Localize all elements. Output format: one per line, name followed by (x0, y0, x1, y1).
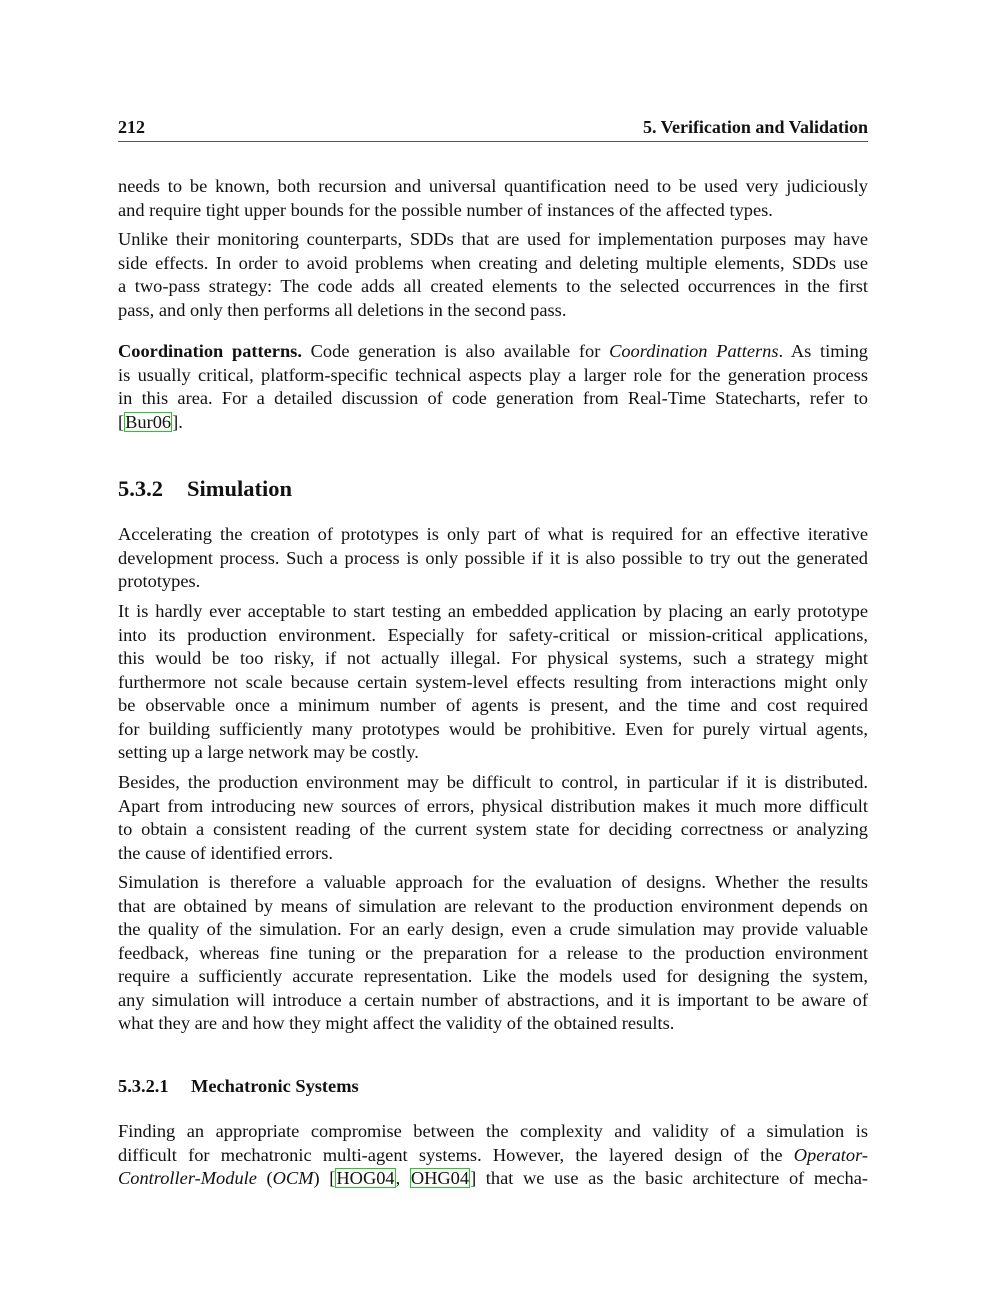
text-line: Accelerating the creation of prototypes is only part of what is required for an effective iterative (118, 524, 868, 544)
text-span: ) [ (313, 1168, 336, 1188)
paragraph-7 (118, 871, 868, 1036)
text-line: Finding an appropriate compromise between the complexity and validity of a simulation is (118, 1121, 868, 1141)
text-span: , (395, 1168, 410, 1188)
paragraph-8 (118, 1120, 868, 1191)
paragraph-4 (118, 523, 868, 594)
subsection-number: 5.3.2.1 (118, 1076, 169, 1096)
text-line: this would be too risky, if not actually illegal. For physical systems, such a strategy might (118, 648, 868, 668)
paragraph-1 (118, 175, 868, 222)
text-span: ]. (172, 411, 183, 432)
subsection-title: Mechatronic Systems (191, 1076, 359, 1096)
text-line: development process. Such a process is only possible if it is also possible to try out the generated (118, 547, 868, 568)
paragraph-coordination-patterns (118, 340, 868, 434)
subsection-heading (118, 1076, 359, 1097)
text-line: to obtain a consistent reading of the current system state for deciding correctness or analyzing (118, 819, 868, 839)
text-line: setting up a large network may be costly. (118, 742, 419, 762)
paragraph-5 (118, 600, 868, 765)
text-line: what they are and how they might affect the validity of the obtained results. (118, 1013, 675, 1033)
citation-link-bur06[interactable]: Bur06 (125, 411, 172, 432)
text-line: Besides, the production environment may be difficult to control, in particular if it is distributed. (118, 772, 868, 792)
text-line (118, 340, 868, 364)
text-line: furthermore not scale because certain system-level effects resulting from interactions might only (118, 671, 868, 692)
emphasis: OCM (272, 1168, 314, 1188)
emphasis: Operator- (793, 1144, 868, 1165)
paragraph-2 (118, 228, 868, 322)
text-line: is usually critical, platform-specific technical aspects play a larger role for the generation process (118, 364, 868, 385)
text-line: in this area. For a detailed discussion of code generation from Real-Time Statecharts, refer to (118, 388, 868, 408)
section-heading (118, 476, 292, 502)
text-span: ] that we use as the basic architecture of mecha- (470, 1168, 868, 1188)
text-line: feedback, whereas fine tuning or the preparation for a release to the production environment (118, 942, 868, 963)
run-in-heading: Coordination patterns. (118, 341, 302, 361)
running-title: 5. Verification and Validation (642, 117, 868, 137)
section-title: Simulation (187, 476, 293, 501)
text-line: the cause of identified errors. (118, 842, 333, 863)
text-line: It is hardly ever acceptable to start testing an embedded application by placing an early prototype (118, 601, 868, 621)
text-line: Apart from introducing new sources of errors, physical distribution makes it much more difficult (118, 795, 868, 816)
text-line: prototypes. (118, 571, 201, 591)
text-line: Unlike their monitoring counterparts, SDDs that are used for implementation purposes may have (118, 229, 868, 249)
text-line: a two-pass strategy: The code adds all created elements to the selected occurrences in the first (118, 276, 868, 296)
text-line: and require tight upper bounds for the possible number of instances of the affected types. (118, 199, 773, 220)
text-line: for building sufficiently many prototypes would be prohibitive. Even for purely virtual agents, (118, 718, 868, 739)
page-number: 212 (118, 117, 145, 137)
section-number: 5.3.2 (118, 476, 163, 501)
text-line: the quality of the simulation. For an early design, even a crude simulation may provide valuable (118, 919, 868, 939)
text-span: [ (118, 411, 125, 432)
text-span: ( (256, 1168, 273, 1188)
text-line: Simulation is therefore a valuable approach for the evaluation of designs. Whether the results (118, 872, 868, 892)
citation-link-hog04[interactable]: HOG04 (336, 1168, 395, 1188)
citation-link-ohg04[interactable]: OHG04 (410, 1168, 470, 1188)
text-line: into its production environment. Especially for safety-critical or mission-critical applications, (118, 624, 868, 645)
text-span: . As timing (778, 341, 868, 361)
text-line (118, 411, 868, 435)
text-line: be observable once a minimum number of agents is present, and the time and cost required (118, 695, 868, 715)
text-span: difficult for mechatronic multi-agent systems. However, the layered design of the (118, 1144, 794, 1165)
text-line: side effects. In order to avoid problems when creating and deleting multiple elements, SDDs use (118, 252, 868, 273)
running-header (118, 115, 868, 142)
text-line: needs to be known, both recursion and universal quantification need to be used very judiciously (118, 176, 868, 196)
text-line (118, 1144, 868, 1168)
text-line: require a sufficiently accurate representation. Like the models used for designing the system, (118, 966, 868, 986)
emphasis: Coordination Patterns (609, 341, 779, 361)
text-line (118, 1167, 868, 1191)
paragraph-6 (118, 771, 868, 865)
text-span: Code generation is also available for (301, 341, 610, 361)
emphasis: Controller-Module (118, 1168, 257, 1188)
text-line: that are obtained by means of simulation are relevant to the production environment depends on (118, 895, 868, 916)
text-line: any simulation will introduce a certain number of abstractions, and it is important to be aware of (118, 989, 868, 1010)
text-line: pass, and only then performs all deletions in the second pass. (118, 299, 567, 320)
